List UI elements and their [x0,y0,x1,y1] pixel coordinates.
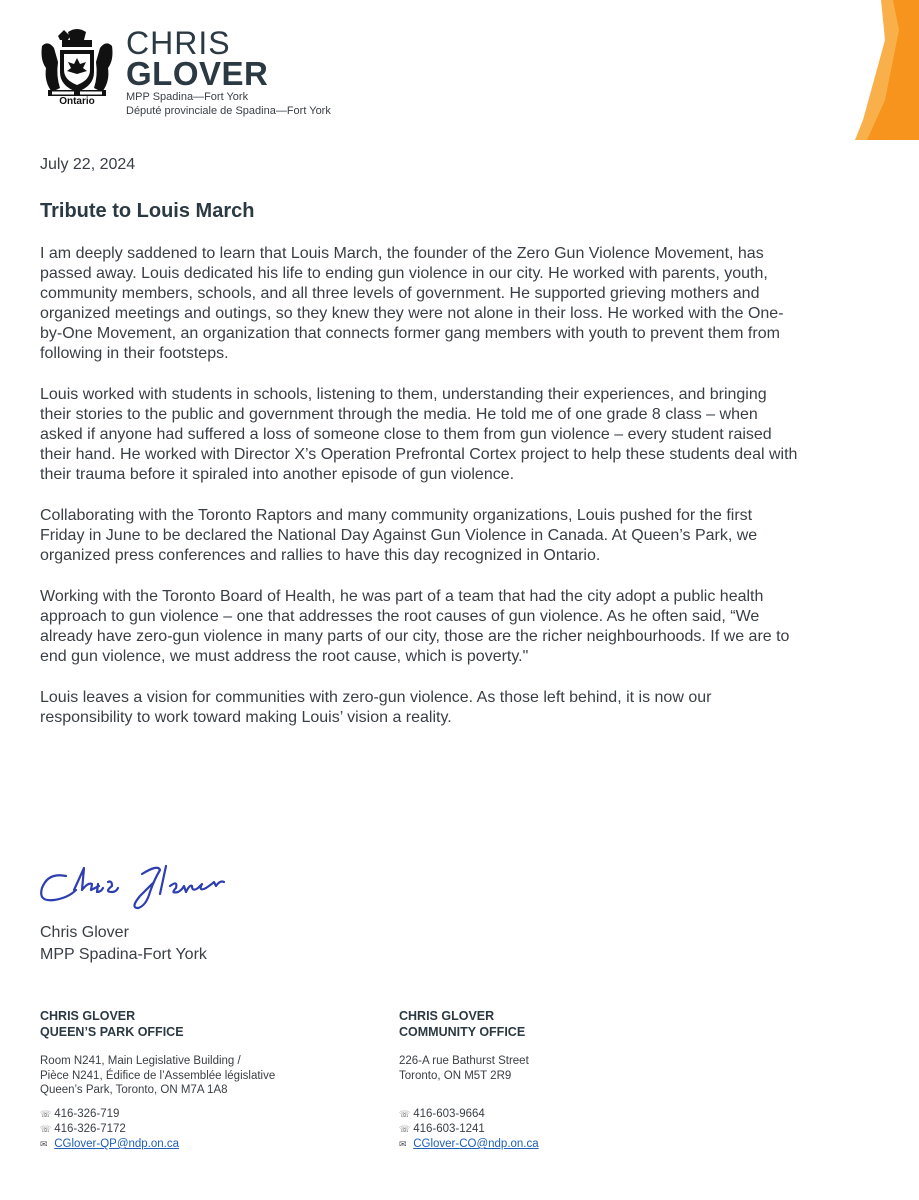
phone-icon: ☏ [399,1109,411,1119]
office-name: CHRIS GLOVER [40,1009,136,1023]
letter-title: Tribute to Louis March [40,200,255,222]
fax-contact [40,1122,179,1137]
queens-park-office [40,1008,370,1150]
phone-contact [399,1107,539,1122]
letter-body [40,244,800,749]
address-line: 226-A rue Bathurst Street [399,1055,529,1067]
fax-number: 416-326-7172 [54,1123,126,1135]
body-paragraph: I am deeply saddened to learn that Louis March, the founder of the Zero Gun Violence Movement, has passed away. Louis dedicated his life to ending gun violence in our city. He worked with parents, youth, community members, schools, and all three levels of government. He supported grieving mothers and organized meetings and outings, so they knew they were not alone in their loss. He worked with the One-by-One Movement, an organization that connects former gang members with youth to prevent them from following in their footsteps. [40,245,784,362]
email-link[interactable]: CGlover-CO@ndp.on.ca [413,1138,539,1150]
signatory-name: Chris Glover [40,924,129,941]
email-icon: ✉ [40,1139,48,1149]
letter-date: July 22, 2024 [40,156,136,173]
address-line: Toronto, ON M5T 2R9 [399,1069,512,1082]
email-icon: ✉ [399,1139,407,1149]
address-line: Room N241, Main Legislative Building / [40,1055,241,1067]
fax-icon: ☏ [40,1124,52,1134]
mpp-name-block [126,25,331,118]
office-name: CHRIS GLOVER [399,1009,495,1023]
address-line: Queen’s Park, Toronto, ON M7A 1A8 [40,1084,228,1096]
crest-caption: Ontario [59,96,95,107]
email-link[interactable]: CGlover-QP@ndp.on.ca [54,1138,180,1150]
email-contact [399,1137,539,1152]
header-role-english: MPP Spadina—Fort York [126,91,249,103]
phone-icon: ☏ [40,1109,52,1119]
body-paragraph: Collaborating with the Toronto Raptors and many community organizations, Louis pushed for the first Friday in June to be declared the National Day Against Gun Violence in Canada. At Queen’s Park, we organized press conferences and rallies to have this day recognized in Ontario. [40,507,758,564]
header-role-french: Député provinciale de Spadina—Fort York [126,105,331,117]
orange-accent-bar [855,0,919,140]
header-last-name: GLOVER [126,55,269,92]
phone-contact [40,1107,179,1122]
signatory-role: MPP Spadina-Fort York [40,946,207,963]
phone-number: 416-603-9664 [413,1108,485,1120]
body-paragraph: Louis worked with students in schools, listening to them, understanding their experiences, and bringing their stories to the public and government through the media. He told me of one grade 8 class – when asked if anyone had suffered a loss of someone close to them from gun violence – every student raised their hand. He worked with Director X’s Operation Prefrontal Cortex project to help these students deal with their trauma before it spiraled into another episode of gun violence. [40,386,798,483]
fax-contact [399,1122,539,1137]
office-address [40,1054,370,1098]
community-office [399,1008,729,1150]
header-first-name: CHRIS [126,25,231,61]
phone-number: 416-326-719 [54,1108,120,1120]
fax-icon: ☏ [399,1124,411,1134]
office-contacts [40,1107,179,1152]
body-paragraph: Louis leaves a vision for communities with zero-gun violence. As those left behind, it is now our responsibility to work toward making Louis’ vision a reality. [40,689,712,726]
address-line: Pièce N241, Édifice de l’Assemblée législative [40,1069,276,1082]
office-label: COMMUNITY OFFICE [399,1025,526,1039]
body-paragraph: Working with the Toronto Board of Health, he was part of a team that had the city adopt a public health approach to gun violence – one that addresses the root causes of gun violence. As he often said, “We already have zero-gun violence in many parts of our city, those are the richer neighbourhoods. If we are to end gun violence, we must address the root cause, which is poverty." [40,588,790,665]
office-address [399,1054,729,1083]
email-contact [40,1137,179,1152]
office-contacts [399,1107,539,1152]
office-label: QUEEN’S PARK OFFICE [40,1025,184,1039]
fax-number: 416-603-1241 [413,1123,485,1135]
handwritten-signature [38,856,268,916]
